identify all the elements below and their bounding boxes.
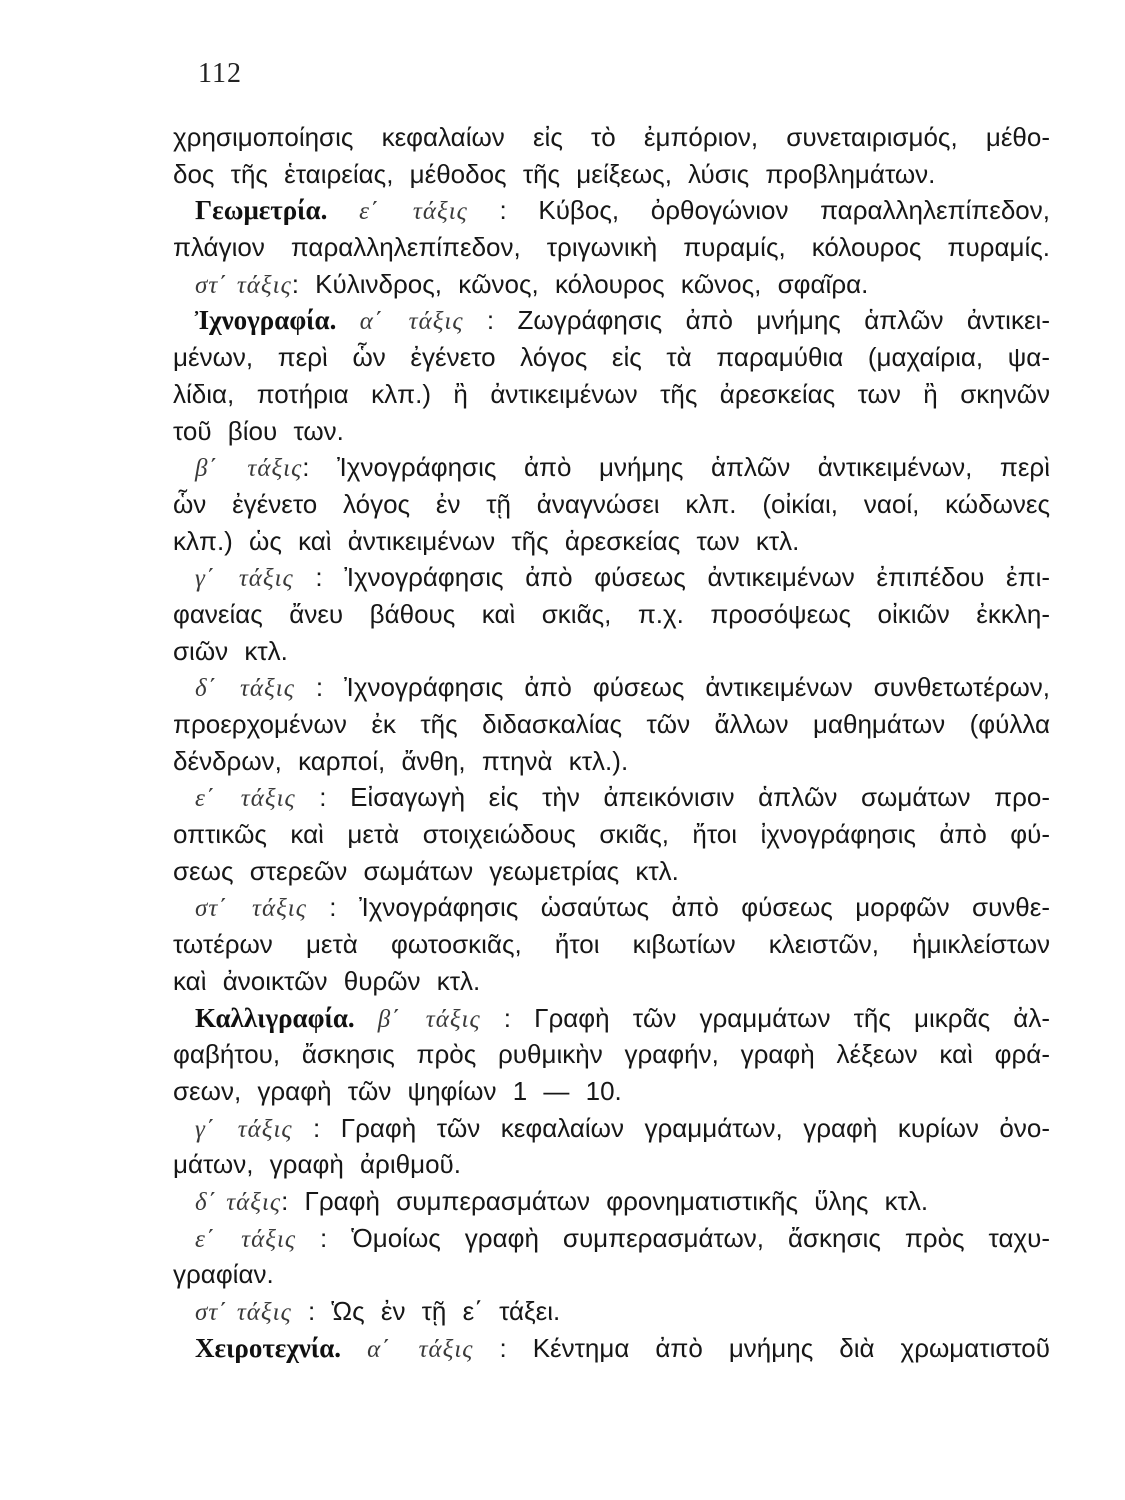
text-line bbox=[173, 706, 1050, 743]
grade-label: δ΄ τάξις bbox=[195, 1188, 282, 1216]
text-line bbox=[173, 1220, 1050, 1257]
line-text: : Ἰχνογράφησις ἀπὸ φύσεως ἀντικειμένων συνθετωτέρων, bbox=[294, 672, 1051, 703]
line-text: χρησιμοποίησις κεφαλαίων εἰς τὸ ἐμπόριον, συνεταιρισμός, μέθο- bbox=[173, 122, 1050, 152]
line-text: σιῶν κτλ. bbox=[173, 635, 288, 666]
line-text: κλπ.) ὡς καὶ ἀντικειμένων τῆς ἀρεσκείας των κτλ. bbox=[173, 525, 800, 556]
text-line bbox=[173, 1183, 1050, 1220]
line-text: καὶ ἀνοικτῶν θυρῶν κτλ. bbox=[173, 965, 481, 996]
text-line bbox=[173, 1256, 1050, 1293]
grade-label: β΄ τάξις bbox=[195, 455, 303, 483]
text-line bbox=[173, 1110, 1050, 1147]
text-line bbox=[173, 669, 1050, 706]
grade-label: στ΄ τάξις bbox=[195, 895, 307, 923]
text-line bbox=[173, 192, 1050, 229]
text-line bbox=[173, 963, 1050, 1000]
subject-heading: Γεωμετρία. bbox=[195, 195, 328, 226]
line-text: : Ἰχνογράφησις ἀπὸ φύσεως ἀντικειμένων ἐπιπέδου ἐπι- bbox=[293, 562, 1050, 593]
section-drawing bbox=[173, 302, 1050, 999]
line-text: λίδια, ποτήρια κλπ.) ἢ ἀντικειμένων τῆς ἀρεσκείας των ἢ σκηνῶν bbox=[173, 378, 1050, 409]
grade-label: ε΄ τάξις bbox=[359, 198, 468, 226]
grade-label: στ΄ τάξις bbox=[195, 1299, 292, 1326]
text-line bbox=[173, 559, 1050, 596]
text-line bbox=[173, 1000, 1050, 1037]
line-text: : Ἰχνογράφησις ὡσαύτως ἀπὸ φύσεως μορφῶν συνθε- bbox=[306, 892, 1050, 923]
line-text: σεων, γραφὴ τῶν ψηφίων 1 — 10. bbox=[173, 1075, 622, 1106]
grade-label: δ΄ τάξις bbox=[195, 675, 295, 703]
line-text: : Ζωγράφησις ἀπὸ μνήμης ἁπλῶν ἀντικει- bbox=[463, 305, 1050, 336]
text-line bbox=[173, 743, 1050, 780]
line-text: : Ὁμοίως γραφὴ συμπερασμάτων, ἄσκησις πρὸς ταχυ- bbox=[296, 1222, 1050, 1253]
text-line bbox=[173, 1073, 1050, 1110]
grade-label: α΄ τάξις bbox=[367, 1335, 474, 1363]
grade-label: ε΄ τάξις bbox=[195, 1225, 297, 1253]
line-text: δένδρων, καρποί, ἄνθη, πτηνὰ κτλ.). bbox=[173, 745, 629, 776]
line-text: : Ὡς ἐν τῇ ε΄ τάξει. bbox=[291, 1296, 561, 1326]
text-line bbox=[173, 119, 1050, 156]
text-line bbox=[173, 853, 1050, 890]
line-text: : Γραφὴ τῶν γραμμάτων τῆς μικρᾶς ἀλ- bbox=[480, 1002, 1050, 1033]
line-text: : Ἰχνογράφησις ἀπὸ μνήμης ἁπλῶν ἀντικειμένων, περὶ bbox=[302, 452, 1050, 483]
line-text: : Γραφὴ τῶν κεφαλαίων γραμμάτων, γραφὴ κυρίων ὀνο- bbox=[292, 1112, 1050, 1143]
text-line bbox=[173, 229, 1050, 266]
page-number: 112 bbox=[198, 58, 242, 89]
text-line bbox=[173, 1146, 1050, 1183]
line-text: δος τῆς ἑταιρείας, μέθοδος τῆς μείξεως, λύσις προβλημάτων. bbox=[173, 158, 936, 189]
text-line bbox=[173, 266, 1050, 303]
line-text: πλάγιον παραλληλεπίπεδον, τριγωνικὴ πυραμίς, κόλουρος πυραμίς. bbox=[173, 232, 1050, 263]
text-body bbox=[173, 119, 1050, 1366]
text-line bbox=[173, 449, 1050, 486]
grade-label: β΄ τάξις bbox=[377, 1005, 481, 1033]
line-text: προερχομένων ἐκ τῆς διδασκαλίας τῶν ἄλλων μαθημάτων (φύλλα bbox=[173, 709, 1050, 739]
text-line bbox=[173, 596, 1050, 633]
text-line bbox=[173, 926, 1050, 963]
text-line bbox=[173, 156, 1050, 193]
line-text: μένων, περὶ ὧν ἐγένετο λόγος εἰς τὰ παραμύθια (μαχαίρια, ψα- bbox=[173, 342, 1050, 373]
text-line bbox=[173, 633, 1050, 670]
line-text: σεως στερεῶν σωμάτων γεωμετρίας κτλ. bbox=[173, 855, 679, 886]
line-text: μάτων, γραφὴ ἀριθμοῦ. bbox=[173, 1149, 461, 1180]
subject-heading: Καλλιγραφία. bbox=[195, 1002, 355, 1033]
text-line bbox=[173, 1036, 1050, 1073]
grade-label: στ΄ τάξις bbox=[195, 271, 292, 299]
grade-label: α΄ τάξις bbox=[359, 308, 464, 336]
text-line bbox=[173, 889, 1050, 926]
line-text: φαβήτου, ἄσκησις πρὸς ρυθμικὴν γραφήν, γραφὴ λέξεων καὶ φρά- bbox=[173, 1039, 1050, 1070]
text-line bbox=[173, 779, 1050, 816]
line-text: : Κέντημα ἀπὸ μνήμης διὰ χρωματιστοῦ bbox=[473, 1332, 1050, 1363]
subject-heading: Χειροτεχνία. bbox=[195, 1332, 342, 1363]
line-text: : Εἰσαγωγὴ εἰς τὴν ἀπεικόνισιν ἁπλῶν σωμάτων προ- bbox=[295, 782, 1050, 813]
line-text: : Κύλινδρος, κῶνος, κόλουρος κῶνος, σφαῖρα. bbox=[291, 268, 869, 299]
grade-label: γ΄ τάξις bbox=[195, 1115, 293, 1143]
section-handicraft bbox=[173, 1330, 1050, 1367]
text-line bbox=[173, 1330, 1050, 1367]
line-text: φανείας ἄνευ βάθους καὶ σκιᾶς, π.χ. προσόψεως οἰκιῶν ἐκκλη- bbox=[173, 598, 1050, 629]
text-line bbox=[173, 523, 1050, 560]
text-line bbox=[173, 816, 1050, 853]
section-continuation bbox=[173, 119, 1050, 192]
line-text: : Κύβος, ὀρθογώνιον παραλληλεπίπεδον, bbox=[467, 195, 1050, 226]
line-text: τωτέρων μετὰ φωτοσκιᾶς, ἤτοι κιβωτίων κλειστῶν, ἡμικλείστων bbox=[173, 929, 1050, 960]
text-line bbox=[173, 339, 1050, 376]
grade-label: γ΄ τάξις bbox=[195, 565, 294, 593]
line-text: γραφίαν. bbox=[173, 1259, 274, 1290]
text-line bbox=[173, 413, 1050, 450]
line-text: οπτικῶς καὶ μετὰ στοιχειώδους σκιᾶς, ἤτοι ἰχνογράφησις ἀπὸ φύ- bbox=[173, 819, 1050, 850]
line-text: : Γραφὴ συμπερασμάτων φρονηματιστικῆς ὕλης κτλ. bbox=[281, 1185, 929, 1216]
section-calligraphy bbox=[173, 1000, 1050, 1330]
text-line bbox=[173, 376, 1050, 413]
text-line bbox=[173, 486, 1050, 523]
grade-label: ε΄ τάξις bbox=[195, 785, 296, 813]
line-text: τοῦ βίου των. bbox=[173, 415, 344, 446]
section-geometry bbox=[173, 192, 1050, 302]
subject-heading: Ἰχνογραφία. bbox=[195, 305, 337, 336]
text-line bbox=[173, 302, 1050, 339]
text-line bbox=[173, 1293, 1050, 1330]
line-text: ὧν ἐγένετο λόγος ἐν τῇ ἀναγνώσει κλπ. (οἰκίαι, ναοί, κώδωνες bbox=[173, 488, 1050, 519]
